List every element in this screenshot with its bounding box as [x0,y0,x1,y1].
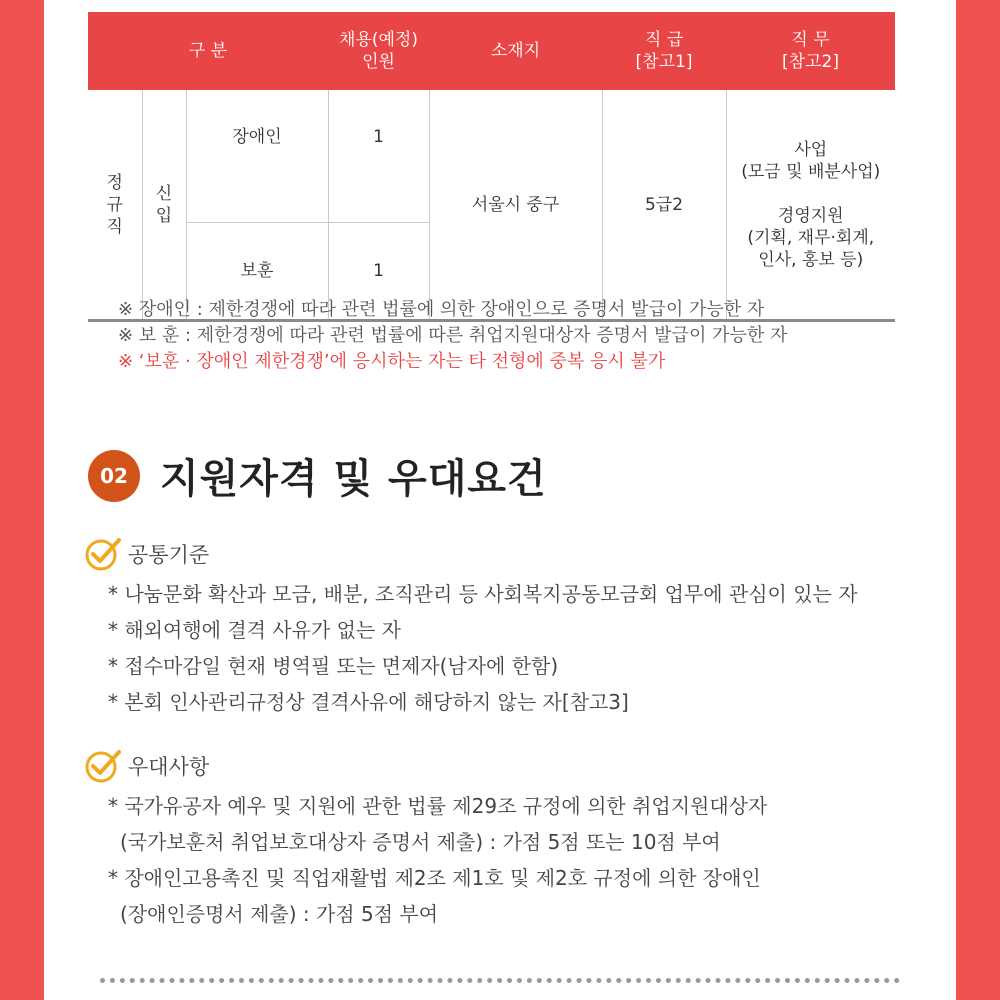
table-row [88,90,895,223]
hire-type-cell [142,90,186,321]
list-item: * 해외여행에 결격 사유가 없는 자 [108,618,401,642]
header-category: 구 분 [88,12,328,90]
common-criteria-title: 공통기준 [128,543,210,567]
header-duty: 직 무 [참고2] [726,12,895,90]
employment-type: 정규직 [106,172,123,237]
section-title: 지원자격 및 우대요건 [160,456,547,502]
note-veteran: ※ 보 훈 : 제한경쟁에 따라 관련 법률에 따른 취업지원대상자 증명서 발급이 가능한 자 [118,325,788,346]
preference-title: 우대사항 [128,755,210,779]
dotted-divider [100,978,900,983]
list-item: * 국가유공자 예우 및 지원에 관한 법률 제29조 규정에 의한 취업지원대상자 [108,794,768,818]
duty-cell: 사업 (모금 및 배분사업) 경영지원 (기획, 재무·회계, 인사, 홍보 등) [726,90,895,321]
list-item: * 장애인고용촉진 및 직업재활법 제2조 제1호 및 제2호 규정에 의한 장애인 [108,866,761,890]
list-item: (장애인증명서 제출) : 가점 5점 부여 [120,902,439,926]
common-criteria [84,534,858,720]
employment-type-cell [88,90,142,321]
count-disabled: 1 [328,90,429,223]
list-item: * 나눔문화 확산과 모금, 배분, 조직관리 등 사회복지공동모금회 업무에 관심이 있는 자 [108,582,858,606]
location-cell: 서울시 중구 [429,90,602,321]
note-duplicate: ※ ‘보훈 · 장애인 제한경쟁’에 응시하는 자는 타 전형에 중복 응시 불가 [118,351,666,372]
category-veteran: 보훈 [186,223,328,321]
header-count: 채용(예정) 인원 [328,12,429,90]
count-veteran: 1 [328,223,429,321]
section-number-badge: 02 [88,450,140,502]
note-disabled: ※ 장애인 : 제한경쟁에 따라 관련 법률에 의한 장애인으로 증명서 발급이 가능한 자 [118,299,765,320]
table-notes [118,297,787,375]
check-circle-icon [84,746,124,786]
list-item: * 본회 인사관리규정상 결격사유에 해당하지 않는 자[참고3] [108,690,629,714]
list-item: * 접수마감일 현재 병역필 또는 면제자(남자에 한함) [108,654,559,678]
header-grade: 직 급 [참고1] [602,12,726,90]
grade-cell: 5급2 [602,90,726,321]
check-circle-icon [84,534,124,574]
section-heading [88,447,547,504]
category-disabled: 장애인 [186,90,328,223]
preference-criteria [84,746,767,932]
list-item: (국가보훈처 취업보호대상자 증명서 제출) : 가점 5점 또는 10점 부여 [120,830,721,854]
hire-type: 신입 [155,183,173,226]
recruitment-table [88,12,895,322]
header-location: 소재지 [429,12,602,90]
